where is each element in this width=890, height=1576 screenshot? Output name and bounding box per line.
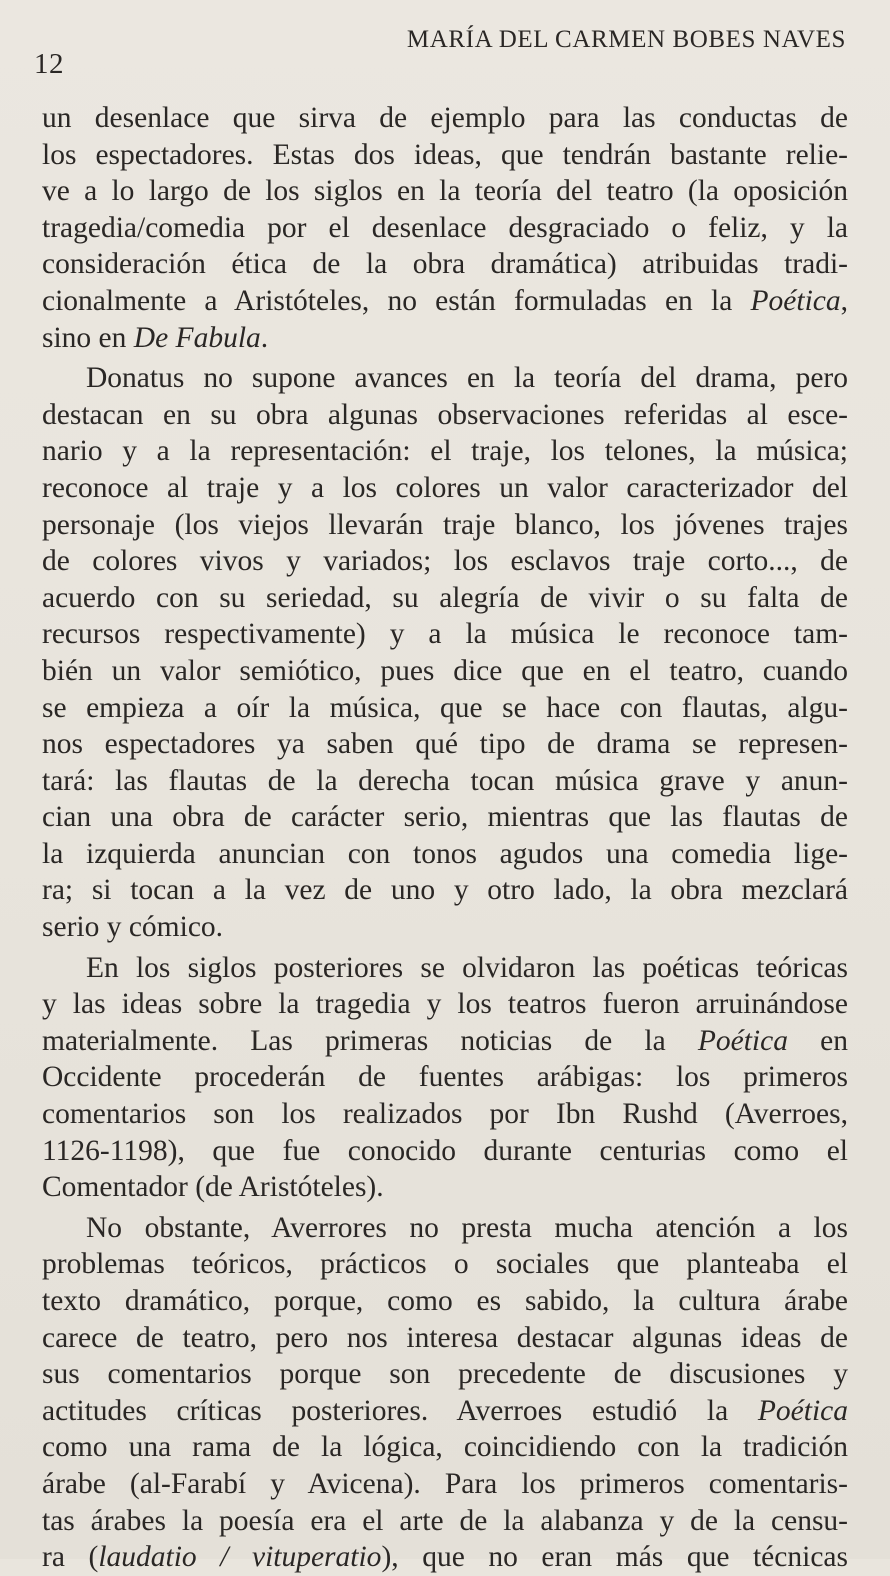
text-line: tragedia/comedia por el desenlace desgraciado o feliz, y la (42, 211, 848, 244)
text-line: Comentador (de Aristóteles). (42, 1171, 384, 1204)
italic-title: Poética (757, 1394, 848, 1427)
text-line: reconoce al traje y a los colores un valor caracterizador del (42, 471, 848, 504)
body-text (42, 100, 848, 1576)
text-line: 1126-1198), que fue conocido durante centurias como el (42, 1134, 848, 1167)
text-line: un desenlace que sirva de ejemplo para las conductas de (42, 102, 848, 134)
italic-title: De Fabula (133, 321, 261, 354)
text-line: Occidente procederán de fuentes arábigas: los primeros (42, 1061, 848, 1094)
text-line: recursos respectivamente) y a la música le reconoce tam- (42, 618, 848, 651)
text-line: Donatus no supone avances en la teoría del drama, pero (86, 362, 848, 395)
paragraph (42, 950, 848, 1206)
text-line: nos espectadores ya saben qué tipo de drama se represen- (42, 728, 848, 761)
text-line: nario y a la representación: el traje, los telones, la música; (42, 435, 848, 468)
text-line: sus comentarios porque son precedente de discusiones y (42, 1358, 848, 1391)
paragraph (42, 100, 848, 356)
text-line: ra; si tocan a la vez de uno y otro lado, la obra mezclará (42, 874, 848, 907)
text-line: tas árabes la poesía era el arte de la alabanza y de la censu- (42, 1504, 848, 1537)
text-line: árabe (al-Farabí y Avicena). Para los primeros comentaris- (42, 1467, 848, 1500)
text-line: sino en De Fabula. (42, 321, 269, 354)
running-head: MARÍA DEL CARMEN BOBES NAVES (406, 26, 846, 53)
italic-title: Poética (750, 284, 841, 317)
text-line: texto dramático, porque, como es sabido, la cultura árabe (42, 1285, 848, 1317)
text-line: se empieza a oír la música, que se hace con flautas, algu- (42, 691, 848, 724)
text-line: En los siglos posteriores se olvidaron las poéticas teóricas (86, 951, 848, 984)
italic-term: laudatio / vituperatio (98, 1541, 382, 1574)
text-line: comentarios son los realizados por Ibn Rushd (Averroes, (42, 1098, 848, 1131)
paragraph (42, 1210, 848, 1576)
text-line: destacan en su obra algunas observaciones referidas al esce- (42, 398, 848, 431)
text-line: como una rama de la lógica, coincidiendo con la tradición (42, 1431, 848, 1464)
text-line: personaje (los viejos llevarán traje blanco, los jóvenes trajes (42, 508, 848, 541)
text-line: ve a lo largo de los siglos en la teoría del teatro (la oposición (42, 175, 848, 208)
text-line: consideración ética de la obra dramática) atribuidas tradi- (42, 248, 848, 281)
text-line: ra (laudatio / vituperatio), que no eran más que técnicas (42, 1541, 848, 1574)
text-line: problemas teóricos, prácticos o sociales que planteaba el (42, 1248, 848, 1281)
text-line: cionalmente a Aristóteles, no están formuladas en la Poética, (42, 284, 848, 317)
text-line: No obstante, Averrores no presta mucha atención a los (86, 1211, 848, 1244)
text-line: bién un valor semiótico, pues dice que en el teatro, cuando (42, 654, 848, 687)
paragraph (42, 360, 848, 946)
text-line: y las ideas sobre la tragedia y los teatros fueron arruinándose (42, 988, 848, 1021)
text-line: actitudes críticas posteriores. Averroes estudió la Poética (42, 1394, 848, 1427)
text-line: tará: las flautas de la derecha tocan música grave y anun- (42, 764, 848, 797)
text-line: acuerdo con su seriedad, su alegría de vivir o su falta de (42, 581, 848, 614)
page-number: 12 (34, 48, 64, 80)
text-line: materialmente. Las primeras noticias de la Poética en (42, 1024, 849, 1057)
text-line: los espectadores. Estas dos ideas, que tendrán bastante relie- (42, 138, 848, 171)
italic-title: Poética (697, 1024, 788, 1057)
text-line: la izquierda anuncian con tonos agudos una comedia lige- (42, 837, 848, 870)
text-line: serio y cómico. (42, 911, 224, 944)
text-line: cian una obra de carácter serio, mientras que las flautas de (42, 801, 848, 834)
text-line: de colores vivos y variados; los esclavos traje corto..., de (42, 545, 848, 578)
text-line: carece de teatro, pero nos interesa destacar algunas ideas de (42, 1321, 848, 1354)
